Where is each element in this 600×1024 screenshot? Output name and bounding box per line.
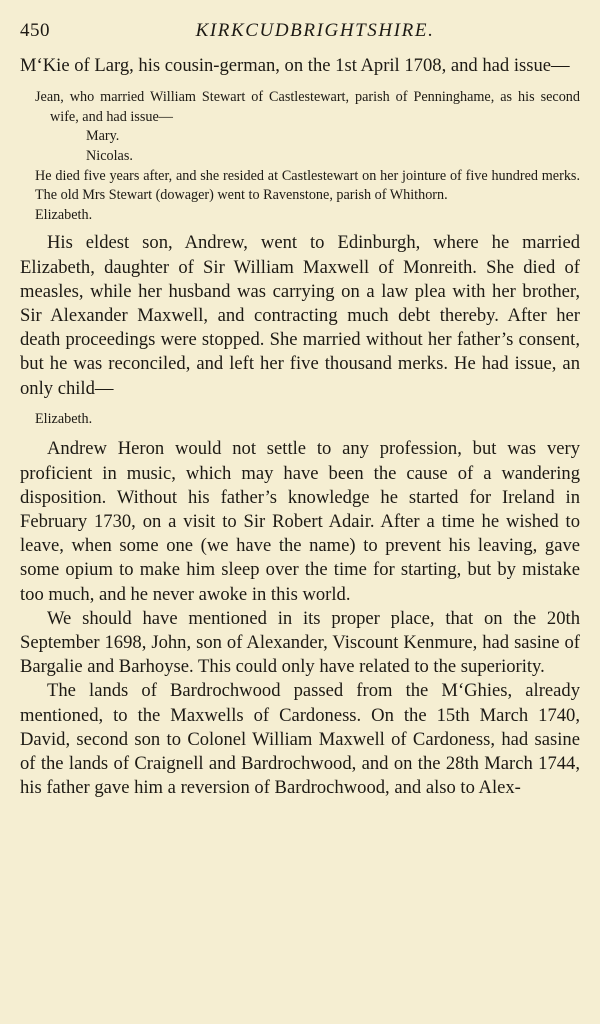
paragraph-heron: Andrew Heron would not settle to any profession, but was very proficient in music, which may have been the cause of a wandering disposition. Without his father’s knowledge he started for Ireland in February 1730, on a visit to Sir Robert Adair. After a time he wished to leave, when some one (we have the name) to prevent his leaving, gave some opium to make him sleep over the time for starting, but by mistake too much, and he never awoke in this world. xyxy=(20,438,580,605)
issue-elizabeth: Elizabeth. xyxy=(35,206,93,223)
issue-child-nicolas: Nicolas. xyxy=(86,147,133,164)
intro-paragraph: M‘Kie of Larg, his cousin-german, on the 1st April 1708, and had issue— xyxy=(20,55,570,76)
issue-list xyxy=(20,88,580,225)
issue-jean: Jean, who married William Stewart of Castlestewart, parish of Penninghame, as his second wife, and had issue— xyxy=(35,89,580,125)
paragraph-bardrochwood: The lands of Bardrochwood passed from the M‘Ghies, already mentioned, to the Maxwells of Cardoness. On the 15th March 1740, David, second son to Colonel William Maxwell of Cardoness, had sasine of the lands of Craignell and Bardrochwood, and on the 28th March 1744, his father gave him a reversion of Bardrochwood, and also to Alex- xyxy=(20,680,580,799)
issue-note: He died five years after, and she resided at Castlestewart on her jointure of five hundred merks. The old Mrs Stewart (dowager) went to Ravenstone, parish of Whithorn. xyxy=(35,167,580,204)
running-title: KIRKCUDBRIGHTSHIRE. xyxy=(195,20,435,41)
page-header xyxy=(20,18,580,54)
page-number: 450 xyxy=(20,20,50,41)
paragraph-andrew: His eldest son, Andrew, went to Edinburgh, where he married Elizabeth, daughter of Sir William Maxwell of Monreith. She died of measles, while her husband was carrying on a law plea with her brother, Sir Alexander Maxwell, and contracting much debt thereby. After her death proceedings were stopped. She married without her father’s consent, but he was reconciled, and left her five thousand merks. He had issue, an only child— xyxy=(20,232,580,399)
issue-child-mary: Mary. xyxy=(86,128,120,145)
paragraph-kenmure: We should have mentioned in its proper place, that on the 20th September 1698, John, son of Alexander, Viscount Kenmure, had sasine of Bargalie and Barhoyse. This could only have related to the superiority. xyxy=(20,607,580,678)
only-child: Elizabeth. xyxy=(35,410,93,427)
